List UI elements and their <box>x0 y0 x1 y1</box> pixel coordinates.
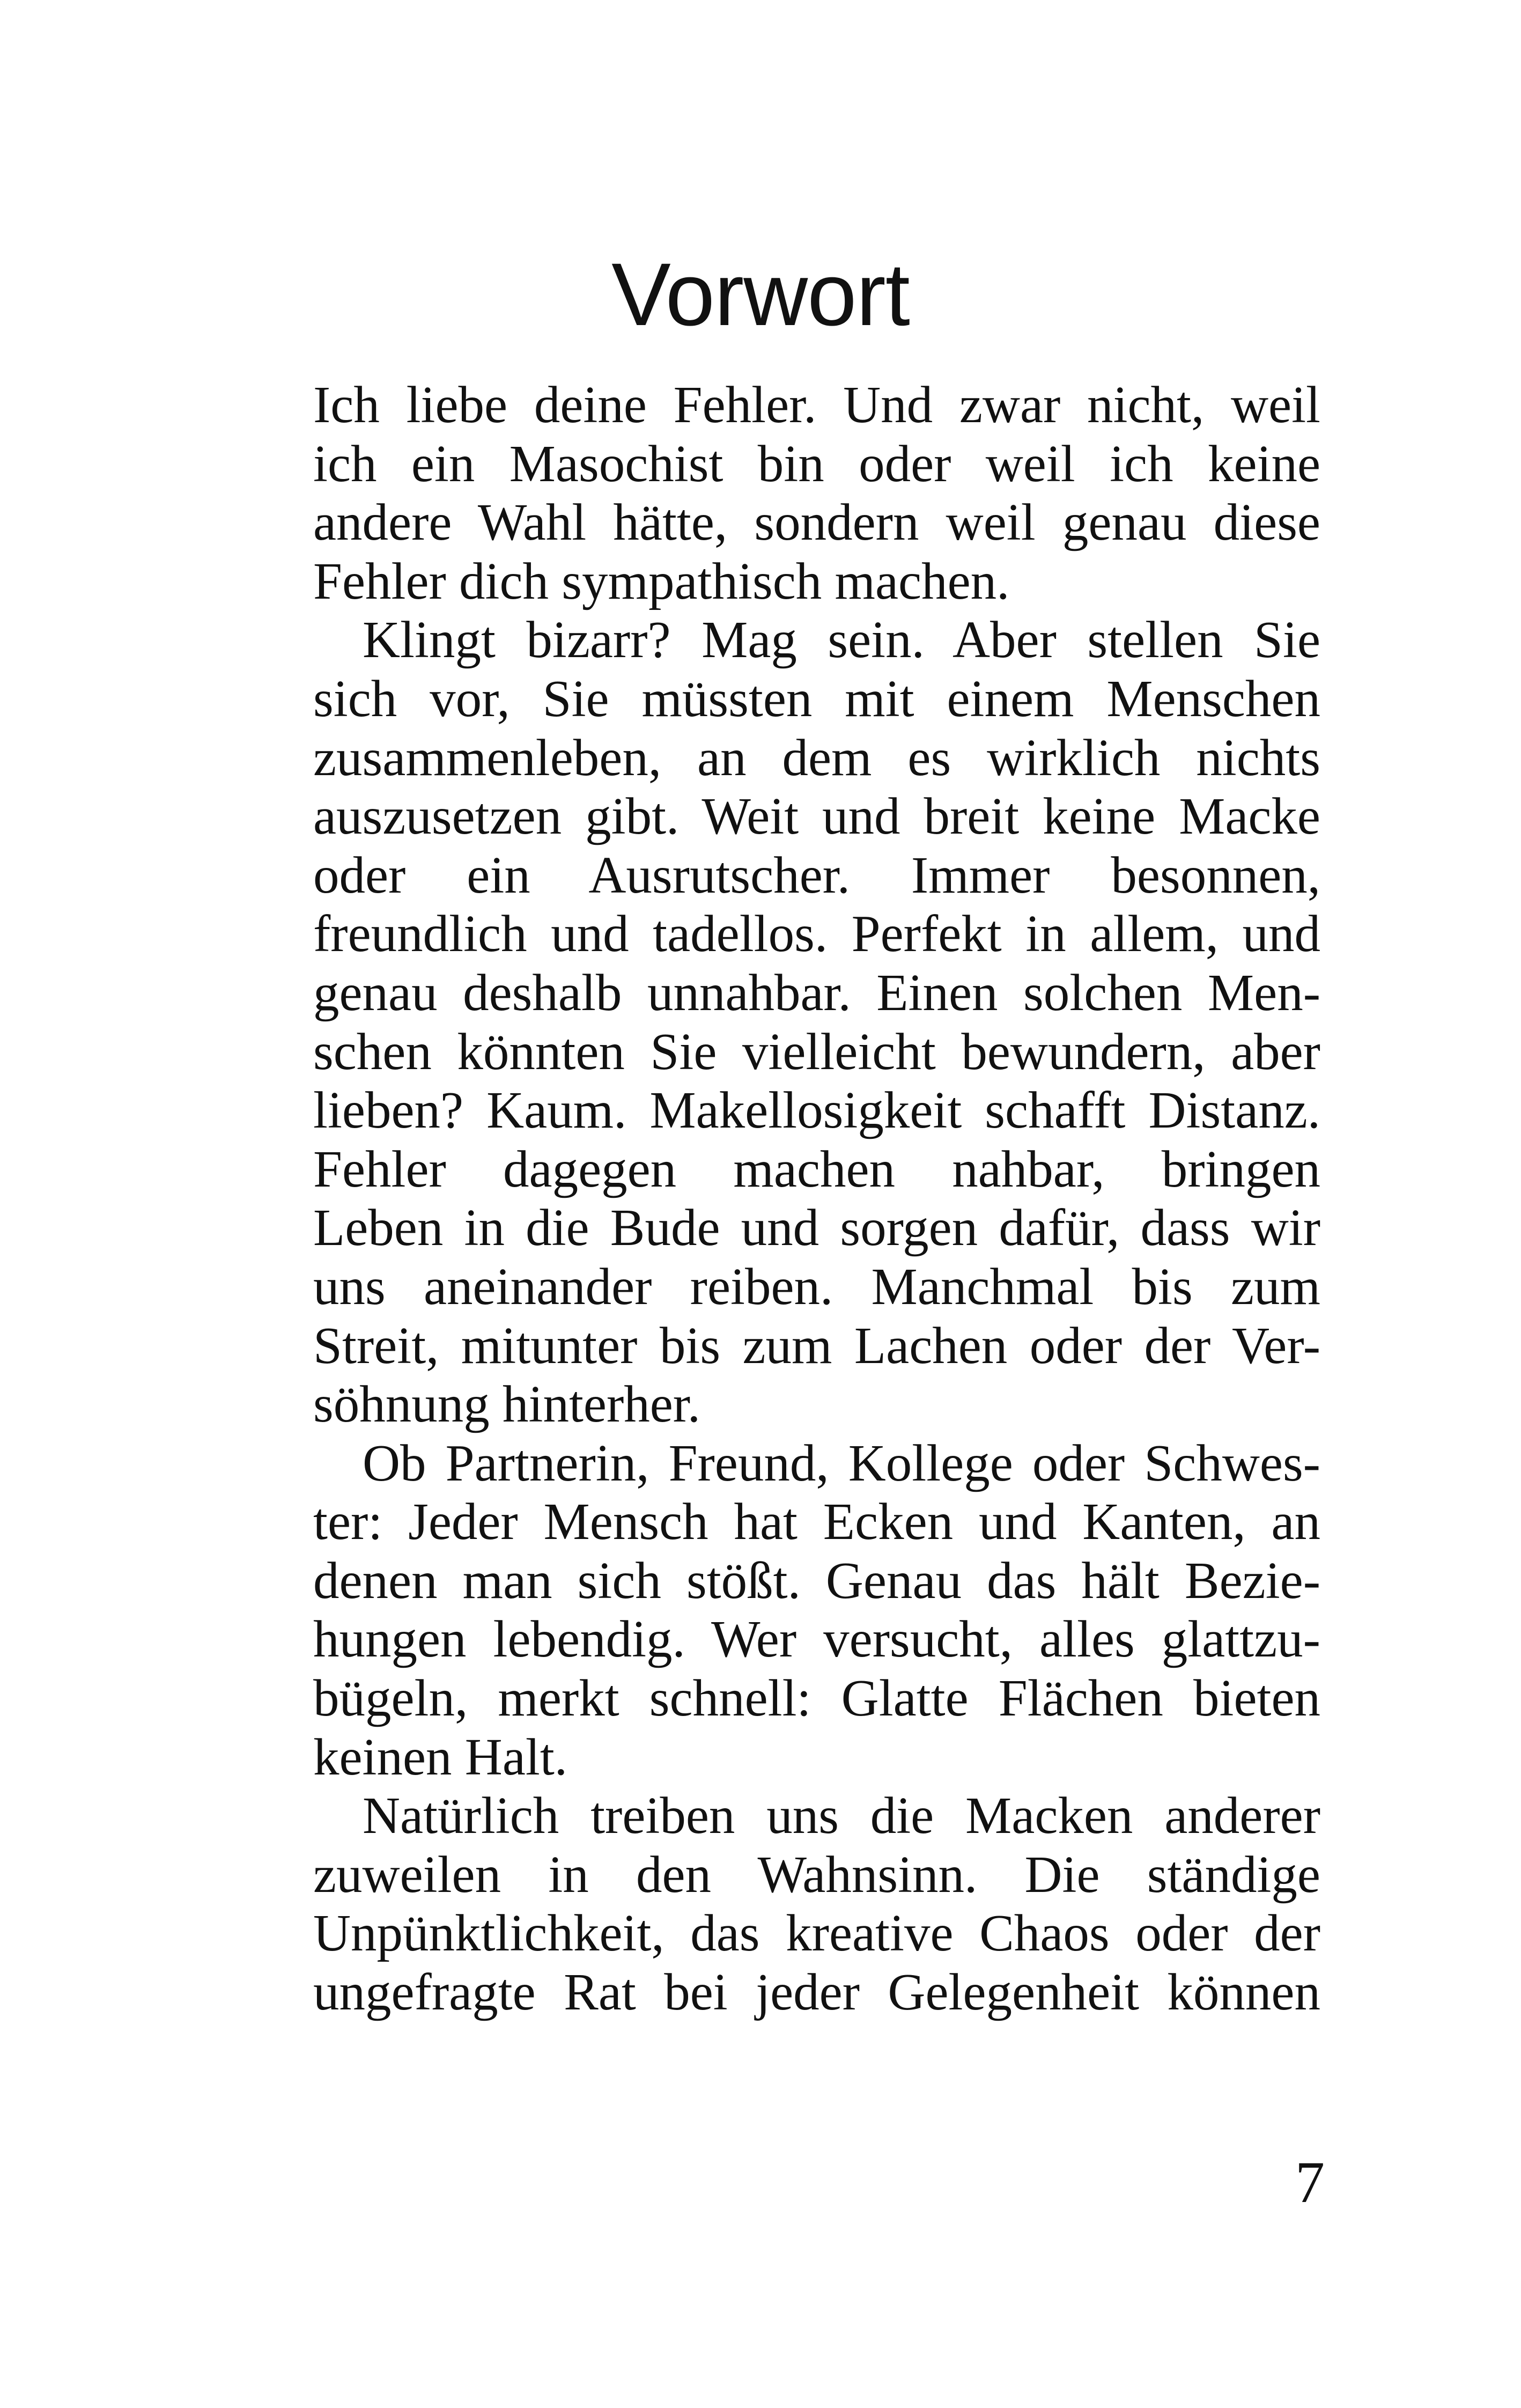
text-line: Ich liebe deine Fehler. Und zwar nicht, weil <box>313 376 1320 433</box>
text-line: sich vor, Sie müssten mit einem Menschen <box>313 669 1320 727</box>
text-line: zusammenleben, an dem es wirklich nichts <box>313 728 1320 786</box>
text-line: ich ein Masochist bin oder weil ich keine <box>313 435 1320 492</box>
text-line: uns aneinander reiben. Manchmal bis zum <box>313 1257 1320 1315</box>
text-line: Natürlich treiben uns die Macken anderer <box>363 1787 1320 1845</box>
text-line: Fehler dich sympathisch machen. <box>313 552 1010 610</box>
text-line: ungefragte Rat bei jeder Gelegenheit können <box>313 1963 1320 2021</box>
text-line: Fehler dagegen machen nahbar, bringen <box>313 1140 1320 1198</box>
text-line: keinen Halt. <box>313 1728 568 1786</box>
text-line: auszusetzen gibt. Weit und breit keine Macke <box>313 787 1320 845</box>
text-line: Klingt bizarr? Mag sein. Aber stellen Sie <box>363 611 1320 669</box>
text-line: ter: Jeder Mensch hat Ecken und Kanten, an <box>313 1493 1320 1551</box>
text-line: lieben? Kaum. Makellosigkeit schafft Distanz. <box>313 1081 1320 1139</box>
page-number: 7 <box>1295 2149 1325 2215</box>
text-line: bügeln, merkt schnell: Glatte Flächen bieten <box>313 1669 1320 1727</box>
text-line: oder ein Ausrutscher. Immer besonnen, <box>313 846 1320 904</box>
text-line: freundlich und tadellos. Perfekt in allem, und <box>313 905 1320 963</box>
text-line: genau deshalb unnahbar. Einen solchen Men- <box>313 963 1320 1021</box>
paragraph-1 <box>313 375 1320 610</box>
paragraph-4 <box>313 1786 1320 2021</box>
text-line: denen man sich stößt. Genau das hält Bezie- <box>313 1551 1320 1609</box>
text-line: zuweilen in den Wahnsinn. Die ständige <box>313 1845 1320 1903</box>
page-title: Vorwort <box>611 245 910 344</box>
paragraph-2 <box>313 610 1320 1433</box>
text-line: Streit, mitunter bis zum Lachen oder der Ver- <box>313 1316 1320 1374</box>
text-line: schen könnten Sie vielleicht bewundern, aber <box>313 1022 1320 1080</box>
text-line: Leben in die Bude und sorgen dafür, dass wir <box>313 1199 1320 1257</box>
paragraph-3 <box>313 1434 1320 1787</box>
text-line: söhnung hinterher. <box>313 1375 701 1433</box>
text-line: andere Wahl hätte, sondern weil genau diese <box>313 494 1320 551</box>
text-line: Ob Partnerin, Freund, Kollege oder Schwes- <box>363 1434 1320 1492</box>
body-text <box>313 375 1320 2022</box>
text-line: hungen lebendig. Wer versucht, alles glattzu- <box>313 1610 1320 1668</box>
text-line: Unpünktlichkeit, das kreative Chaos oder der <box>313 1904 1320 1962</box>
